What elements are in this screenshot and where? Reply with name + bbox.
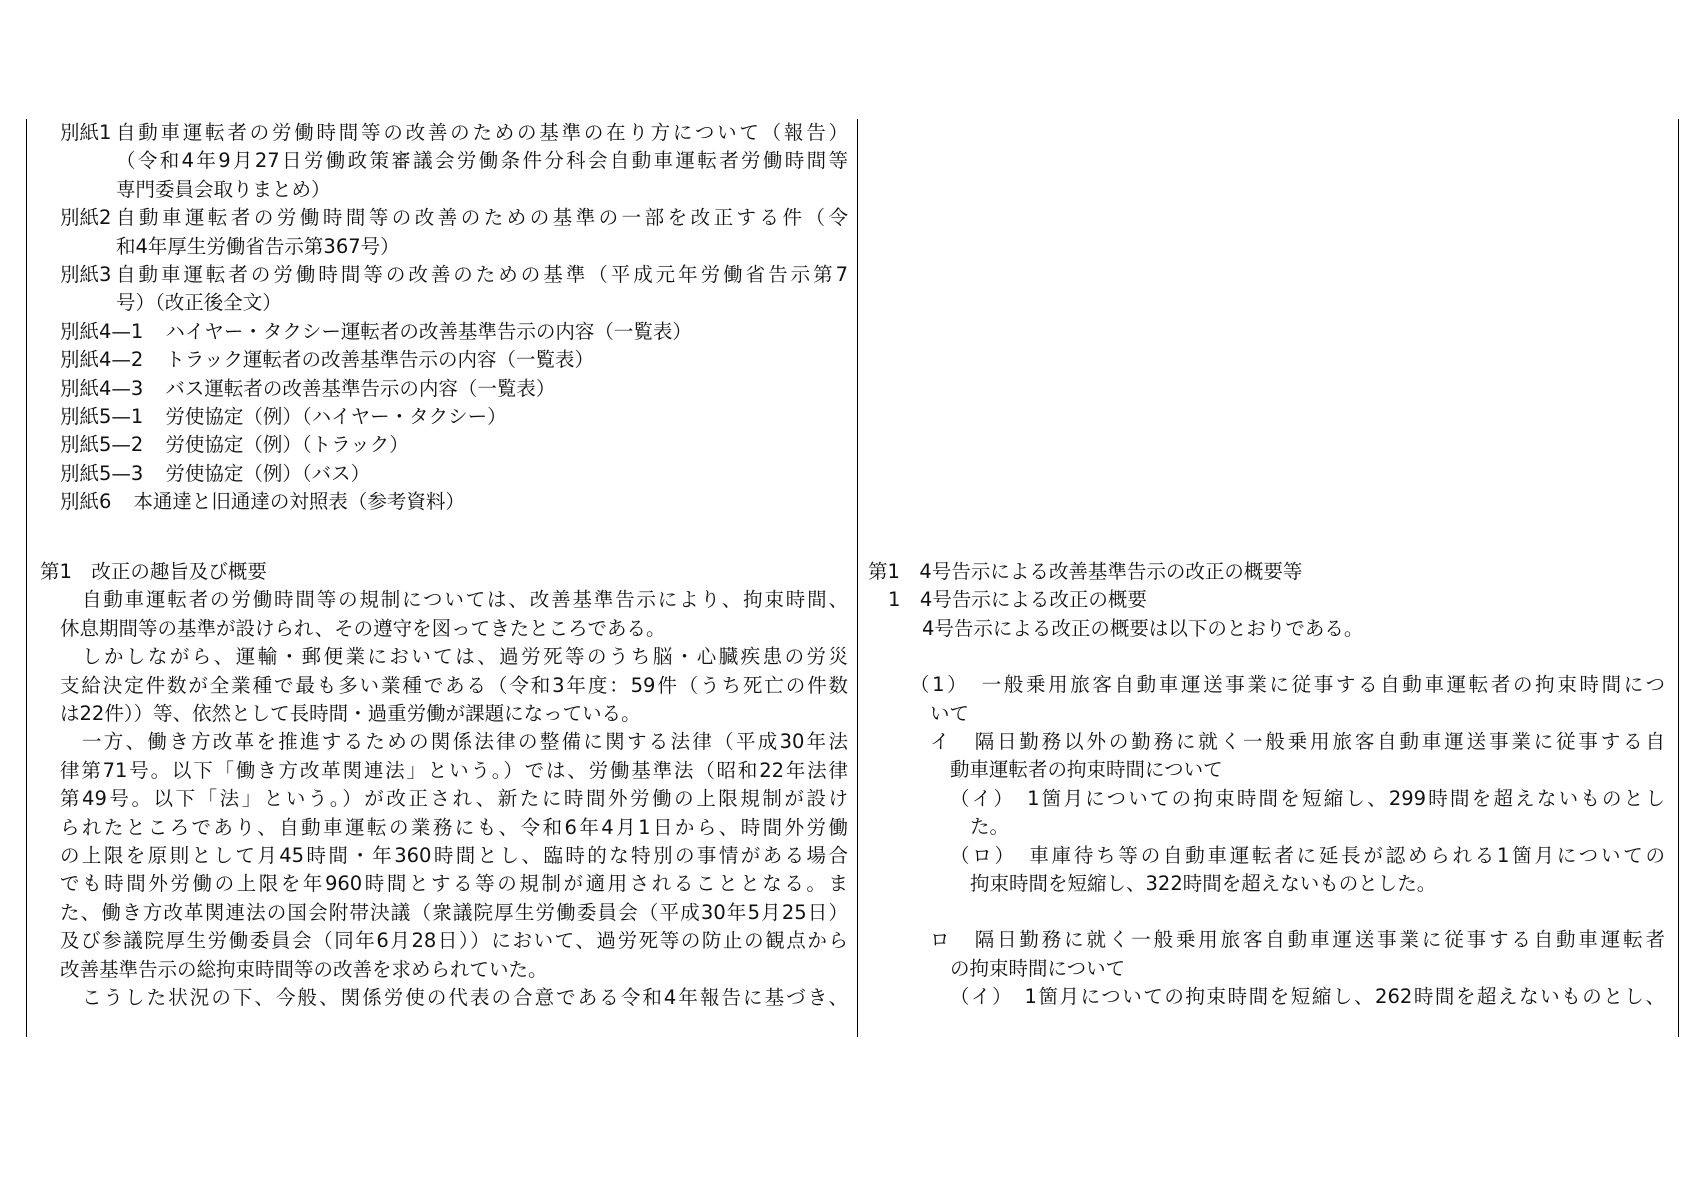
right-column: [868, 558, 1665, 1012]
item-i: イ 隔日勤務以外の勤務に就く一般乗用旅客自動車運送事業に従事する自 動車運転者の拘束時間について: [930, 730, 1665, 782]
attachment-5-3: 別紙5—3 労使協定（例）（バス）: [60, 461, 371, 485]
attachment-4-2: 別紙4—2 トラック運転者の改善基準告示の内容（一覧表）: [60, 348, 594, 372]
column-divider: [857, 119, 858, 1037]
attachment-5-1: 別紙5—1 労使協定（例）（ハイヤー・タクシー）: [60, 405, 507, 429]
attachment-5-2: 別紙5—2 労使協定（例）（トラック）: [60, 433, 409, 457]
left-section-1: [40, 558, 848, 1013]
attachment-label: 別紙5—2: [60, 433, 144, 457]
attachment-label: 別紙5—1: [60, 405, 144, 429]
left-column: [40, 119, 848, 517]
attachment-2: 別紙2 自動車運転者の労働時間等の改善のための基準の一部を改正する件（令 和4年厚生労働省告示第367号）: [60, 206, 848, 258]
attachment-label: 別紙4—1: [60, 319, 144, 343]
attachment-label: 別紙6: [60, 490, 112, 514]
item-i-a: （イ） 1箇月についての拘束時間を短縮し、299時間を超えないものとし た。: [950, 786, 1665, 839]
attachment-3: 別紙3 自動車運転者の労働時間等の改善のための基準（平成元年労働省告示第7 号）（改正後全文）: [60, 263, 848, 315]
attachment-4-1: 別紙4—1 ハイヤー・タクシー運転者の改善基準告示の内容（一覧表）: [60, 319, 692, 343]
attachment-label: 別紙3: [60, 263, 112, 287]
item-ro-a: （イ） 1箇月についての拘束時間を短縮し、262時間を超えないものとし、: [950, 985, 1665, 1009]
section-body: 自動車運転者の労働時間等の規制については、改善基準告示により、拘束時間、 休息期間等の基準が設けられ、その遵守を図ってきたところである。 しかしながら、運輸・郵便業においては、過労死等のうち脳・心臓疾患の労災 支給決定件数が全業種で最も多い業種である（令和3年度：59件（うち死亡の件数 は22件））等、依然として長時間・過重労働が課題になっている。 一方、働き方改革を推進するための関係法律の整備に関する法律（平成30年法 律第71号。以下「働き方改革関連法」という。）では、労働基準法（昭和22年法律 第49号。以下「法」という。）が改正され、新たに時間外労働の上限規制が設け られたところであり、自動車運転の業務にも、令和6年4月1日から、時間外労働 の上限を原則として月45時間・年360時間とし、臨時的な特別の事情がある場合 でも時間外労働の上限を年960時間とする等の規制が適用されることとなる。ま た、働き方改革関連法の国会附帯決議（衆議院厚生労働委員会（平成30年5月25日） 及び参議院厚生労働委員会（同年6月28日））において、過労死等の防止の観点から 改善基準告示の総拘束時間等の改善を求められていた。 こうした状況の下、今般、関係労使の代表の合意である令和4年報告に基づき、: [60, 588, 848, 1010]
attachment-label: 別紙2: [60, 206, 112, 230]
attachment-label: 別紙4—2: [60, 348, 144, 372]
item-1: （1） 一般乗用旅客自動車運送事業に従事する自動車運転者の拘束時間につ いて: [910, 673, 1665, 725]
item-i-b: （ロ） 車庫待ち等の自動車運転者に延長が認められる1箇月についての 拘束時間を短縮し、322時間を超えないものとした。: [950, 843, 1665, 896]
attachment-4-3: 別紙4—3 バス運転者の改善基準告示の内容（一覧表）: [60, 376, 556, 400]
subsection-text: 4号告示による改正の概要は以下のとおりである。: [922, 616, 1364, 640]
attachment-1: 別紙1 自動車運転者の労働時間等の改善のための基準の在り方について（報告） （令和4年9月27日労働政策審議会労働条件分科会自動車運転者労働時間等 専門委員会取りまとめ）: [60, 121, 848, 201]
attachment-label: 別紙1: [60, 121, 112, 144]
subsection-heading: 1 4号告示による改正の概要: [888, 588, 1147, 612]
section-heading: 第1 4号告示による改善基準告示の改正の概要等: [868, 560, 1303, 583]
attachment-label: 別紙4—3: [60, 376, 144, 400]
item-ro: ロ 隔日勤務に就く一般乗用旅客自動車運送事業に従事する自動車運転者 の拘束時間について: [930, 928, 1665, 980]
attachment-label: 別紙5—3: [60, 461, 144, 485]
section-heading: 第1 改正の趣旨及び概要: [40, 560, 267, 583]
attachment-6: 別紙6 本通達と旧通達の対照表（参考資料）: [60, 490, 465, 514]
left-border: [26, 119, 27, 1037]
right-border: [1678, 119, 1679, 1037]
